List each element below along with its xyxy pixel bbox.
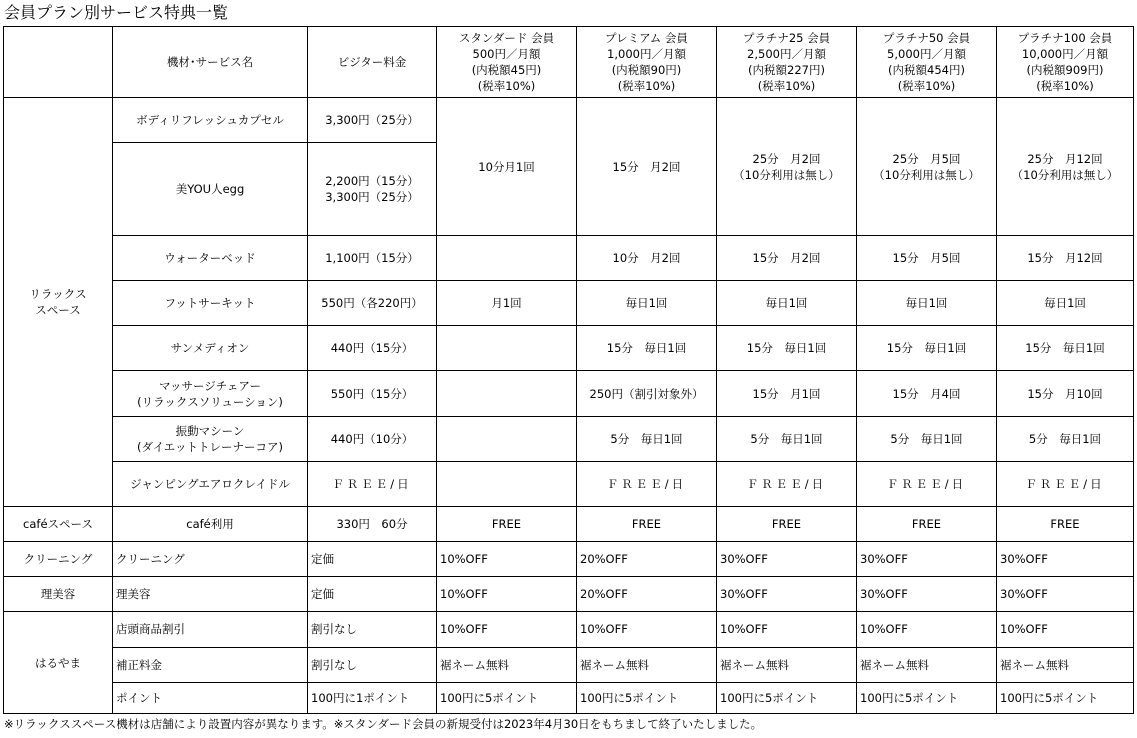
category-haruyama: はるやま — [4, 612, 113, 714]
table-row — [4, 542, 1134, 577]
plan-cell: 5分 毎日1回 — [857, 416, 997, 461]
table-row — [4, 416, 1134, 461]
plan-cell: 15分 毎日1回 — [717, 326, 857, 371]
plan-cell: 20%OFF — [577, 577, 717, 612]
equipment-water-bed: ウォーターベッド — [113, 235, 308, 280]
visitor-fee: 440円（15分） — [308, 326, 437, 371]
visitor-fee: 330円 60分 — [308, 507, 437, 542]
table-row — [4, 281, 1134, 326]
equipment-massage-chair: マッサージチェアー (リラックスソリューション) — [113, 371, 308, 416]
plan-cell: 15分 毎日1回 — [857, 326, 997, 371]
table-row — [4, 647, 1134, 682]
plan-cell: 15分 毎日1回 — [997, 326, 1134, 371]
plan-cell: 15分 月2回 — [717, 235, 857, 280]
plan-cell: 30%OFF — [857, 542, 997, 577]
table-row — [4, 612, 1134, 647]
plan-cell: 裾ネーム無料 — [577, 647, 717, 682]
table-row — [4, 461, 1134, 506]
equipment-jumping-cradle: ジャンピングエアロクレイドル — [113, 461, 308, 506]
visitor-fee: 100円に1ポイント — [308, 682, 437, 713]
plan-cell: 15分 月12回 — [997, 235, 1134, 280]
service-cafe: café利用 — [113, 507, 308, 542]
footnote: ※リラックススペース機材は店舗により設置内容が異なります。※スタンダード会員の新規受付は2023年4月30日をもちまして終了いたしました。 — [4, 717, 763, 731]
plan-cell: 30%OFF — [717, 542, 857, 577]
plan-cell: 30%OFF — [857, 577, 997, 612]
table-row — [4, 326, 1134, 371]
plan-cell: 100円に5ポイント — [717, 682, 857, 713]
plan-cell: FREE — [437, 507, 577, 542]
plan-cell: 100円に5ポイント — [437, 682, 577, 713]
visitor-fee: 割引なし — [308, 612, 437, 647]
equipment-egg: 美YOU人egg — [113, 143, 308, 235]
equipment-body-refresh-capsule: ボディリフレッシュカプセル — [113, 98, 308, 143]
page-title: 会員プラン別サービス特典一覧 — [4, 3, 229, 22]
plan-cell: 10%OFF — [857, 612, 997, 647]
table-row — [4, 507, 1134, 542]
plan-cell: FREE — [857, 507, 997, 542]
visitor-fee: 550円（15分） — [308, 371, 437, 416]
plan-cell: 裾ネーム無料 — [717, 647, 857, 682]
visitor-fee: ＦＲＥＥ/日 — [308, 461, 437, 506]
plan-cell: ＦＲＥＥ/日 — [577, 461, 717, 506]
plan-cell: 100円に5ポイント — [577, 682, 717, 713]
plan-cell: 10%OFF — [717, 612, 857, 647]
plan-cell: 15分 月1回 — [717, 371, 857, 416]
plan-cell: ＦＲＥＥ/日 — [717, 461, 857, 506]
visitor-fee: 2,200円（15分） 3,300円（25分） — [308, 143, 437, 235]
plan-cell — [437, 416, 577, 461]
service-points: ポイント — [113, 682, 308, 713]
header-row — [4, 27, 1134, 98]
table-row — [4, 682, 1134, 713]
plan-cell: 20%OFF — [577, 542, 717, 577]
plan-cell — [437, 326, 577, 371]
plan-cell: 250円（割引対象外） — [577, 371, 717, 416]
header-plan-platinum100: プラチナ100 会員 10,000円／月額 (内税額909円) (税率10%) — [997, 27, 1134, 98]
header-plan-platinum25: プラチナ25 会員 2,500円／月額 (内税額227円) (税率10%) — [717, 27, 857, 98]
service-store-discount: 店頭商品割引 — [113, 612, 308, 647]
plan-cell — [437, 371, 577, 416]
plan-cell: ＦＲＥＥ/日 — [857, 461, 997, 506]
category-cleaning: クリーニング — [4, 542, 113, 577]
visitor-fee: 3,300円（25分） — [308, 98, 437, 143]
benefits-table — [3, 26, 1134, 714]
plan-cell: 30%OFF — [997, 577, 1134, 612]
plan-cell: 15分 月4回 — [857, 371, 997, 416]
category-relax-space: リラックス スペース — [4, 98, 113, 507]
plan-cell: 10%OFF — [997, 612, 1134, 647]
plan-cell: 15分 毎日1回 — [577, 326, 717, 371]
plan-cell: ＦＲＥＥ/日 — [997, 461, 1134, 506]
table-row — [4, 371, 1134, 416]
plan-cell: 30%OFF — [997, 542, 1134, 577]
plan-cell: FREE — [997, 507, 1134, 542]
equipment-foot-circuit: フットサーキット — [113, 281, 308, 326]
service-alteration-fee: 補正料金 — [113, 647, 308, 682]
header-equipment: 機材･サービス名 — [113, 27, 308, 98]
plan-cell: 100円に5ポイント — [997, 682, 1134, 713]
plan-cell: 毎日1回 — [717, 281, 857, 326]
plan-cell: 裾ネーム無料 — [857, 647, 997, 682]
plan-cell: 10分 月2回 — [577, 235, 717, 280]
plan-cell: 25分 月12回 （10分利用は無し） — [997, 98, 1134, 236]
plan-cell: 毎日1回 — [857, 281, 997, 326]
plan-cell: 10%OFF — [437, 612, 577, 647]
header-plan-standard: スタンダード 会員 500円／月額 (内税額45円) (税率10%) — [437, 27, 577, 98]
service-cleaning: クリーニング — [113, 542, 308, 577]
table-row — [4, 577, 1134, 612]
plan-cell: 10%OFF — [437, 542, 577, 577]
header-plan-platinum50: プラチナ50 会員 5,000円／月額 (内税額454円) (税率10%) — [857, 27, 997, 98]
header-visitor-fee: ビジター料金 — [308, 27, 437, 98]
plan-cell: 毎日1回 — [997, 281, 1134, 326]
visitor-fee: 1,100円（15分） — [308, 235, 437, 280]
plan-cell: FREE — [577, 507, 717, 542]
table-row — [4, 98, 1134, 143]
plan-cell: 裾ネーム無料 — [997, 647, 1134, 682]
visitor-fee: 定価 — [308, 577, 437, 612]
plan-cell — [437, 461, 577, 506]
plan-cell: FREE — [717, 507, 857, 542]
visitor-fee: 440円（10分） — [308, 416, 437, 461]
header-category-cell — [4, 27, 113, 98]
plan-cell: 100円に5ポイント — [857, 682, 997, 713]
plan-cell: 裾ネーム無料 — [437, 647, 577, 682]
visitor-fee: 定価 — [308, 542, 437, 577]
plan-cell: 5分 毎日1回 — [717, 416, 857, 461]
visitor-fee: 割引なし — [308, 647, 437, 682]
plan-cell: 10%OFF — [577, 612, 717, 647]
category-beauty: 理美容 — [4, 577, 113, 612]
plan-cell: 15分 月10回 — [997, 371, 1134, 416]
category-cafe-space: caféスペース — [4, 507, 113, 542]
table-row — [4, 235, 1134, 280]
equipment-vibration-machine: 振動マシーン (ダイエットトレーナーコア) — [113, 416, 308, 461]
plan-cell: 15分 月5回 — [857, 235, 997, 280]
plan-cell: 25分 月5回 （10分利用は無し） — [857, 98, 997, 236]
plan-cell: 毎日1回 — [577, 281, 717, 326]
plan-cell: 5分 毎日1回 — [997, 416, 1134, 461]
equipment-sun-medion: サンメディオン — [113, 326, 308, 371]
plan-cell — [437, 235, 577, 280]
header-plan-premium: プレミアム 会員 1,000円／月額 (内税額90円) (税率10%) — [577, 27, 717, 98]
plan-cell: 25分 月2回 （10分利用は無し） — [717, 98, 857, 236]
plan-cell: 10%OFF — [437, 577, 577, 612]
plan-cell: 30%OFF — [717, 577, 857, 612]
visitor-fee: 550円（各220円） — [308, 281, 437, 326]
plan-cell: 10分月1回 — [437, 98, 577, 236]
plan-cell: 15分 月2回 — [577, 98, 717, 236]
plan-cell: 月1回 — [437, 281, 577, 326]
service-beauty: 理美容 — [113, 577, 308, 612]
plan-cell: 5分 毎日1回 — [577, 416, 717, 461]
